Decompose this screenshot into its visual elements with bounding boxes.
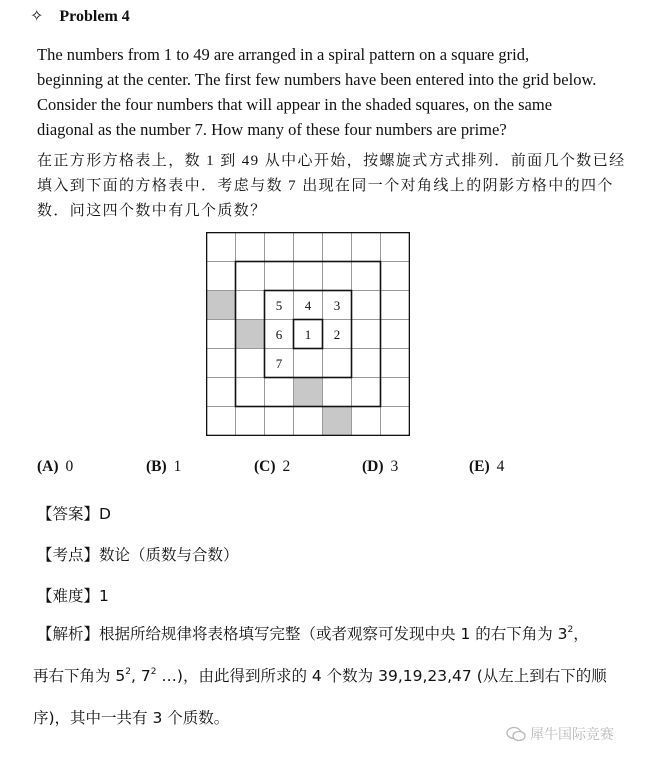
analysis-section <box>33 625 607 739</box>
answer-value: D <box>99 505 111 523</box>
choice-label: (A) <box>37 458 59 475</box>
watermark-text: 犀牛国际竞赛 <box>530 727 614 743</box>
topic-line <box>37 543 239 565</box>
shaded-cell <box>323 407 352 436</box>
difficulty-value: 1 <box>99 587 109 605</box>
choice-b <box>146 458 181 476</box>
analysis-line-2: 再右下角为 $5^2$, $7^2$ …)，由此得到所求的 4 个数为 39,19,23,47 (从左上到右下的顺 <box>33 667 607 685</box>
choice-value: 3 <box>390 458 399 475</box>
problem-statement-english: The numbers from 1 to 49 are arranged in a spiral pattern on a square grid, beginning at the center. The first few numbers have been entered into the grid below. Consider the four numbers that will appear in the shaded squares, on the same diagonal as the number 7. How many of these four numbers are prime? <box>37 45 597 139</box>
choice-e <box>469 458 504 476</box>
grid-number: 3 <box>333 298 341 313</box>
problem-statement-chinese-line-2: 填入到下面的方格表中．考虑与数 7 出现在同一个对角线上的阴影方格中的四个 <box>37 178 614 194</box>
watermark <box>506 724 614 744</box>
difficulty-line <box>37 584 109 606</box>
grid-number: 6 <box>275 327 283 342</box>
choice-d <box>362 458 398 476</box>
problem-statement-chinese-line-1: 在正方形方格表上，数 1 到 49 从中心开始，按螺旋式方式排列．前面几个数已经 <box>37 153 626 169</box>
grid-number: 2 <box>333 327 341 342</box>
choice-label: (C) <box>254 458 276 475</box>
choice-label: (E) <box>469 458 490 475</box>
shaded-cell <box>236 320 265 349</box>
choice-value: 2 <box>282 458 291 475</box>
answer-label: 【答案】 <box>37 505 100 523</box>
grid-number: 4 <box>304 298 312 313</box>
problem-statement-chinese-line-3: 数．问这四个数中有几个质数？ <box>37 203 267 219</box>
choice-value: 0 <box>65 458 74 475</box>
analysis-line-1: 【解析】根据所给规律将表格填写完整（或者观察可发现中央 1 的右下角为 $3^2$， <box>37 625 589 643</box>
diamond-icon: ✧ <box>30 8 44 25</box>
grid-number: 5 <box>275 298 283 313</box>
grid-number: 1 <box>304 327 312 342</box>
shaded-cell <box>294 378 323 407</box>
problem-heading <box>30 6 130 26</box>
topic-label: 【考点】 <box>37 546 100 564</box>
difficulty-label: 【难度】 <box>37 587 100 605</box>
wechat-icon <box>506 726 526 742</box>
analysis-line-3: 序)，其中一共有 3 个质数。 <box>33 709 230 727</box>
choice-value: 1 <box>173 458 182 475</box>
grid-number: 7 <box>275 356 283 371</box>
choice-label: (B) <box>146 458 167 475</box>
choice-value: 4 <box>496 458 505 475</box>
choice-c <box>254 458 290 476</box>
choice-a <box>37 458 73 476</box>
problem-title: Problem 4 <box>59 8 130 25</box>
spiral-grid <box>206 232 410 436</box>
choice-label: (D) <box>362 458 384 475</box>
answer-line <box>37 502 111 524</box>
analysis-label: 【解析】 <box>37 625 100 643</box>
topic-value: 数论（质数与合数） <box>99 546 239 564</box>
shaded-cell <box>207 291 236 320</box>
